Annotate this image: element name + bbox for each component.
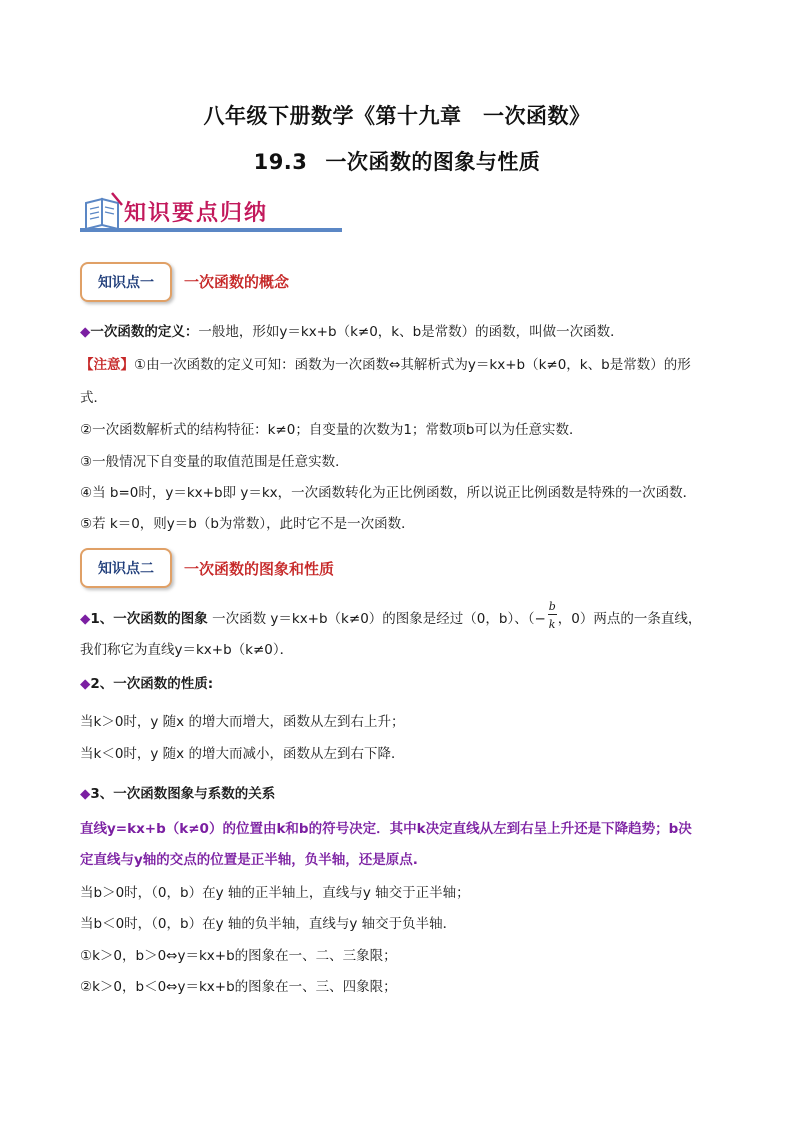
diamond-bullet-icon: ◆: [80, 786, 91, 802]
note-continuation: 式．: [80, 390, 107, 406]
graph-text-b: ，0）两点的一条直线，: [557, 611, 702, 627]
graph-text-a: 一次函数 y＝kx+b（k≠0）的图象是经过（0，b）、（: [212, 611, 535, 627]
note-line: [80, 356, 720, 374]
coefficients-heading: [80, 785, 720, 803]
definition-line: [80, 323, 720, 341]
knowledge-point-1-badge: 知识点一: [80, 262, 172, 302]
case-1-line: ①k＞0，b＞0⇔y＝kx+b的图象在一、二、三象限；: [80, 948, 397, 964]
section-title: 一次函数的图象与性质: [325, 150, 541, 174]
page-title: 八年级下册数学《第十九章 一次函数》: [203, 104, 591, 128]
definition-label: 一次函数的定义：: [90, 324, 199, 340]
case-2-line: ②k＞0，b＜0⇔y＝kx+b的图象在一、三、四象限；: [80, 979, 397, 995]
diamond-bullet-icon: ◆: [80, 324, 91, 340]
knowledge-point-2-title: 一次函数的图象和性质: [184, 560, 335, 578]
knowledge-point-1-title: 一次函数的概念: [184, 273, 290, 291]
properties-heading: [80, 675, 720, 693]
coefficients-para-2: 定直线与y轴的交点的位置是正半轴，负半轴，还是原点.: [80, 852, 418, 868]
banner-underline: [80, 228, 342, 232]
fraction-minus: −: [534, 611, 546, 627]
banner-heading: 知识要点归纳: [124, 200, 269, 226]
coefficients-label: 3、一次函数图象与系数的关系: [90, 786, 276, 802]
diamond-bullet-icon: ◆: [80, 611, 91, 627]
fraction-numerator: b: [548, 600, 556, 613]
fraction-denominator: k: [548, 618, 556, 631]
b-positive-line: 当b＞0时，（0，b）在y 轴的正半轴上，直线与y 轴交于正半轴；: [80, 885, 470, 901]
note-item-4: ④当 b=0时，y＝kx+b即 y＝kx，一次函数转化为正比例函数，所以说正比例函数是特殊的一次函数．: [80, 485, 697, 501]
knowledge-point-2-badge: 知识点二: [80, 548, 172, 588]
section-number: 19.3: [253, 150, 308, 174]
property-k-negative: 当k＜0时，y 随x 的增大而减小，函数从左到右下降．: [80, 746, 405, 762]
b-negative-line: 当b＜0时，（0，b）在y 轴的负半轴，直线与y 轴交于负半轴．: [80, 916, 457, 932]
graph-label: 1、一次函数的图象: [90, 611, 208, 627]
fraction-b-over-k: [546, 600, 558, 631]
diamond-bullet-icon: ◆: [80, 676, 91, 692]
note-text: ①由一次函数的定义可知：函数为一次函数⇔其解析式为y＝kx+b（k≠0，k、b是常数）的形: [134, 357, 691, 373]
properties-label: 2、一次函数的性质:: [90, 676, 214, 692]
definition-text: 一般地，形如y＝kx+b（k≠0，k、b是常数）的函数，叫做一次函数．: [198, 324, 624, 340]
page-subtitle: [0, 146, 794, 176]
note-item-2: ②一次函数解析式的结构特征：k≠0；自变量的次数为1；常数项b可以为任意实数．: [80, 422, 583, 438]
note-item-3: ③一般情况下自变量的取值范围是任意实数．: [80, 454, 349, 470]
note-item-5: ⑤若 k＝0，则y＝b（b为常数），此时它不是一次函数．: [80, 516, 415, 532]
note-label: 【注意】: [80, 357, 134, 373]
property-k-positive: 当k＞0时，y 随x 的增大而增大，函数从左到右上升；: [80, 714, 405, 730]
graph-continuation: 我们称它为直线y＝kx+b（k≠0）．: [80, 642, 294, 658]
graph-definition-line: [80, 600, 720, 631]
coefficients-para-1: 直线y=kx+b（k≠0）的位置由k和b的符号决定．其中k决定直线从左到右呈上升还是下降趋势；b决: [80, 821, 692, 837]
